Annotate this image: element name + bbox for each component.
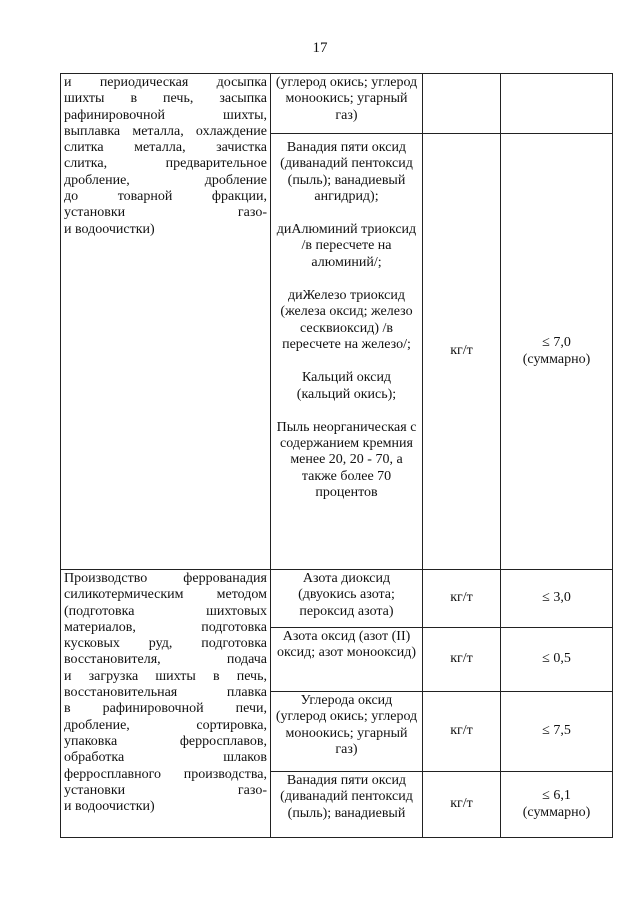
value-cell — [501, 628, 613, 692]
unit-label: кг/т — [450, 590, 473, 606]
value-cell — [501, 570, 613, 628]
unit-cell — [423, 692, 501, 772]
substance-name: диЖелезо триоксид (железа оксид; железо сесквиоксид) /в пересчете на железо/; — [280, 288, 413, 352]
substance-cell — [271, 134, 423, 570]
unit-cell — [423, 628, 501, 692]
limit-value: ≤ 6,1 — [542, 788, 571, 804]
process-line: и загрузка шихты в печь, — [64, 668, 267, 684]
substance-name: Углерода оксид (углерод окись; углерод моноокись; угарный газ) — [275, 693, 418, 757]
process-line: выплавка металла, охлаждение — [64, 123, 267, 139]
process-line: восстановителя, подача — [64, 652, 267, 668]
process-line: и водоочистки) — [64, 799, 155, 815]
substance-name: Ванадия пяти оксид (диванадий пентоксид (пыль); ванадиевый ангидрид); — [280, 140, 413, 204]
unit-cell — [423, 74, 501, 134]
substance-name: Кальций оксид (кальций окись); — [296, 370, 397, 402]
page-number: 17 — [312, 40, 328, 56]
substance-cell — [271, 74, 423, 134]
process-line: шихты в печь, засыпка — [64, 91, 267, 107]
unit-label: кг/т — [450, 796, 473, 812]
process-line: дробление, дробление — [64, 172, 267, 188]
unit-label: кг/т — [450, 723, 473, 739]
unit-cell — [423, 772, 501, 838]
substance-name: (углерод окись; углерод моноокись; угарный газ) — [275, 75, 418, 123]
limit-value: ≤ 3,0 — [542, 590, 571, 606]
process-line: до товарной фракции, — [64, 189, 267, 205]
process-line: восстановительная плавка — [64, 685, 267, 701]
process-description — [61, 74, 271, 570]
value-cell — [501, 134, 613, 570]
process-line: слитка, предварительное — [64, 156, 267, 172]
process-line: рафинировочной шихты, — [64, 107, 267, 123]
table-row — [61, 74, 613, 134]
unit-label: кг/т — [450, 343, 473, 359]
substance-name: Ванадия пяти оксид (диванадий пентоксид (пыль); ванадиевый — [280, 773, 413, 821]
process-line: дробление, сортировка, — [64, 717, 267, 733]
process-line: установки газо- — [64, 782, 267, 798]
process-line: упаковка ферросплавов, — [64, 733, 267, 749]
process-line: и периодическая досыпка — [64, 75, 267, 90]
process-line: ферросплавного производства, — [64, 766, 267, 782]
process-line: кусковых руд, подготовка — [64, 636, 267, 652]
substance-name: Азота диоксид (двуокись азота; пероксид азота) — [298, 571, 395, 619]
limit-value: ≤ 0,5 — [542, 651, 571, 667]
unit-cell — [423, 134, 501, 570]
process-line: (подготовка шихтовых — [64, 603, 267, 619]
substance-name: Пыль неорганическая с содержанием кремния менее 20, 20 - 70, а также более 70 процентов — [276, 419, 417, 501]
unit-cell — [423, 570, 501, 628]
substance-name: Азота оксид (азот (II) оксид; азот монооксид) — [276, 629, 417, 661]
unit-label: кг/т — [450, 651, 473, 667]
process-line: Производство феррованадия — [64, 571, 267, 586]
table-row — [61, 570, 613, 628]
limit-value: ≤ 7,5 — [542, 723, 571, 739]
process-line: обработка шлаков — [64, 750, 267, 766]
limit-value: ≤ 7,0 — [542, 335, 571, 351]
limit-note: (суммарно) — [522, 351, 591, 367]
process-line: материалов, подготовка — [64, 619, 267, 635]
limit-note: (суммарно) — [522, 804, 591, 820]
process-line: силикотермическим методом — [64, 587, 267, 603]
substance-cell — [271, 772, 423, 838]
substance-cell — [271, 692, 423, 772]
value-cell — [501, 74, 613, 134]
process-line: слитка металла, зачистка — [64, 140, 267, 156]
substance-name: диАлюминий триоксид /в пересчете на алюминий/; — [276, 222, 417, 270]
value-cell — [501, 772, 613, 838]
process-line: и водоочистки) — [64, 221, 155, 237]
process-description — [61, 570, 271, 838]
process-line: в рафинировочной печи, — [64, 701, 267, 717]
value-cell — [501, 692, 613, 772]
substance-cell — [271, 628, 423, 692]
process-line: установки газо- — [64, 205, 267, 221]
emissions-table — [60, 73, 613, 838]
substance-cell — [271, 570, 423, 628]
